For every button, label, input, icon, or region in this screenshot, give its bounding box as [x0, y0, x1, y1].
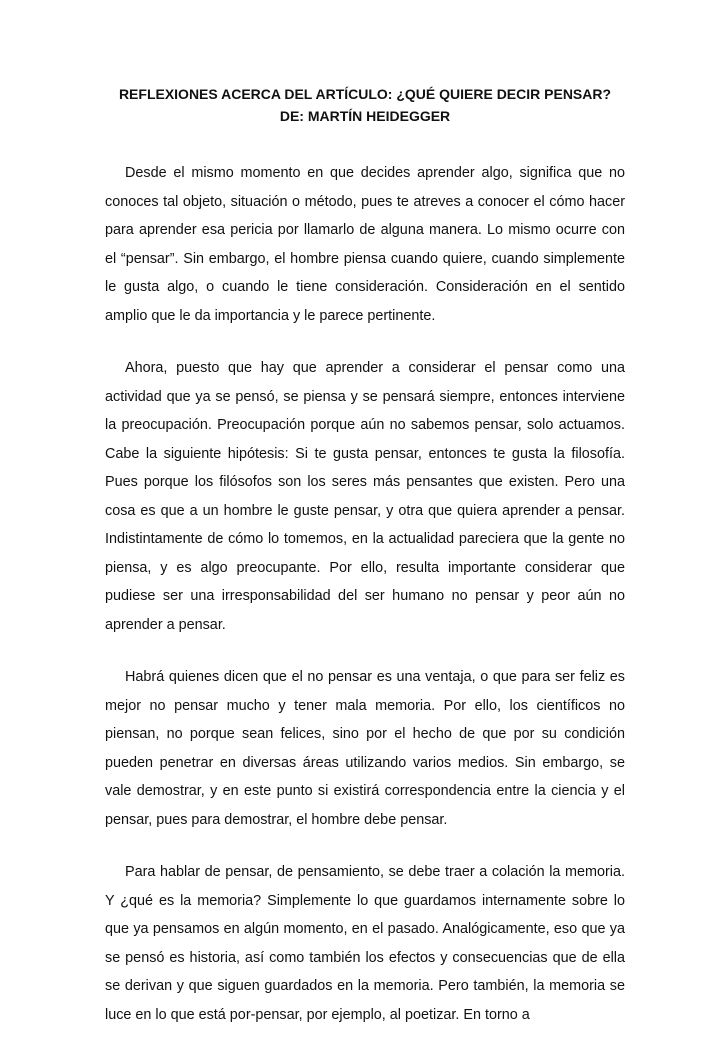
paragraph-4: Para hablar de pensar, de pensamiento, se debe traer a colación la memoria. Y ¿qué es la memoria? Simplemente lo que guardamos internamente sobre lo que ya pensamos en algún momento, en el pasado. Analógicamente, eso que ya se pensó es historia, así como también los efectos y consecuencias que de ella se derivan y que siguen guardados en la memoria. Pero también, la memoria se luce en lo que está por-pensar, por ejemplo, al poetizar. En torno a: [105, 864, 625, 1023]
paragraph-3: Habrá quienes dicen que el no pensar es una ventaja, o que para ser feliz es mejor no pensar mucho y tener mala memoria. Por ello, los científicos no piensan, no porque sean felices, sino por el hecho de que por su condición pueden penetrar en diversas áreas utilizando varios medios. Sin embargo, se vale demostrar, y en este punto si existirá correspondencia entre la ciencia y el pensar, pues para demostrar, el hombre debe pensar.: [105, 669, 625, 828]
paragraph-2: Ahora, puesto que hay que aprender a considerar el pensar como una actividad que ya se pensó, se piensa y se pensará siempre, entonces interviene la preocupación. Preocupación porque aún no sabemos pensar, solo actuamos. Cabe la siguiente hipótesis: Si te gusta pensar, entonces te gusta la filosofía. Pues porque los filósofos son los seres más pensantes que existen. Pero una cosa es que a un hombre le guste pensar, y otra que quiera aprender a pensar. Indistintamente de cómo lo tomemos, en la actualidad pareciera que la gente no piensa, y es algo preocupante. Por ello, resulta importante considerar que pudiese ser una irresponsabilidad del ser humano no pensar y peor aún no aprender a pensar.: [105, 360, 625, 633]
paragraph-1: Desde el mismo momento en que decides aprender algo, significa que no conoces tal objeto, situación o método, pues te atreves a conocer el cómo hacer para aprender esa pericia por llamarlo de alguna manera. Lo mismo ocurre con el “pensar”. Sin embargo, el hombre piensa cuando quiere, cuando simplemente le gusta algo, o cuando le tiene consideración. Consideración en el sentido amplio que le da importancia y le parece pertinente.: [105, 165, 625, 324]
document-subtitle: DE: MARTÍN HEIDEGGER: [279, 108, 451, 124]
document-title: REFLEXIONES ACERCA DEL ARTÍCULO: ¿QUÉ QUIERE DECIR PENSAR?: [118, 86, 612, 102]
document-page: [105, 83, 625, 1053]
